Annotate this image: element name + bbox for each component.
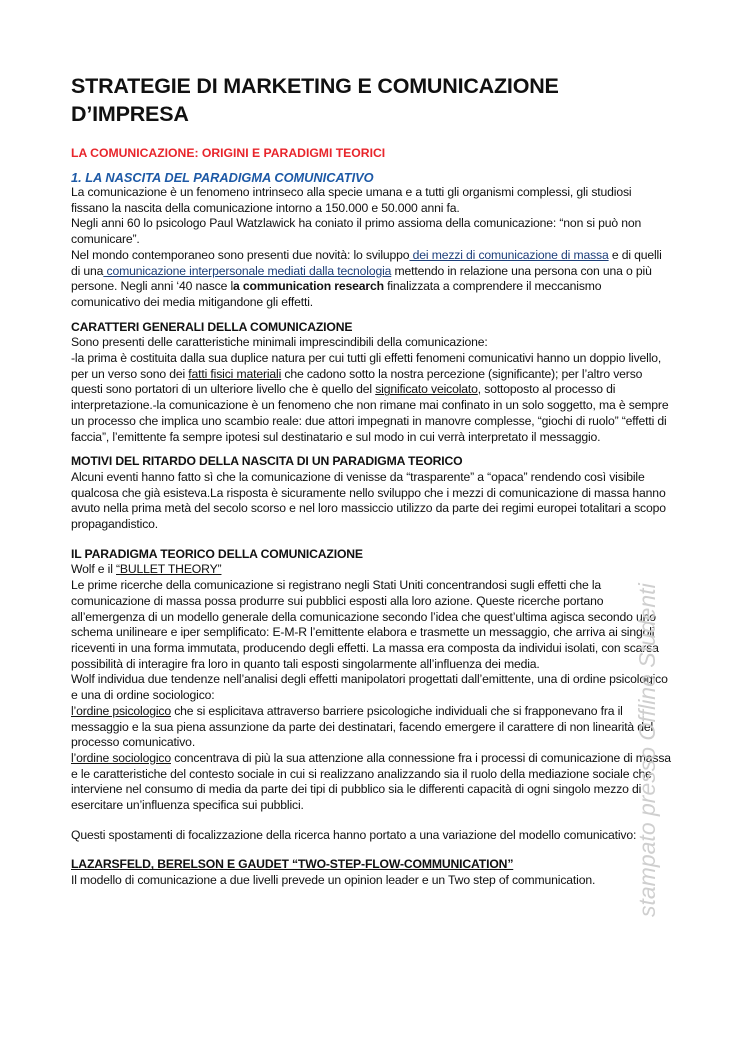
section-1-paragraph-3: Nel mondo contemporaneo sono presenti due novità: lo sviluppo dei mezzi di comunicazione di massa e di quelli di una comunicazione interpersonale mediati dalla tecnologia mettendo in relazione una persona con una o più persone. Negli anni ‘40 nasce la communication research finalizzata a comprendere il meccanismo comunicativo dei media mitigandone gli effetti. (71, 247, 662, 309)
section-5-heading: LAZARSFELD, BERELSON E GAUDET “TWO-STEP-FLOW-COMMUNICATION” (71, 857, 514, 872)
section-3-heading: MOTIVI DEL RITARDO DELLA NASCITA DI UN PARADIGMA TEORICO (71, 454, 463, 469)
section-2-paragraph-1: Sono presenti delle caratteristiche minimali imprescindibili della comunicazione: (71, 335, 488, 350)
section-4-paragraph-3: l’ordine psicologico che si esplicitava attraverso barriere psicologiche individuali che si frapponevano fra il messaggio e la sua piena assunzione da parte dei destinatari, facendo emergere il carattere di non linearità del processo comunicativo. (71, 703, 654, 750)
section-2-heading: CARATTERI GENERALI DELLA COMUNICAZIONE (71, 319, 353, 334)
section-2-paragraph-2: -la prima è costituita dalla sua duplice natura per cui tutti gli effetti fenomeni comunicativi hanno un doppio livello, per un verso sono dei fatti fisici materiali che cadono sotto la nostra percezione (significante); per l’altro verso questi sono portatori di un ulteriore livello che è quello del significato veicolato, sottoposto al processo di interpretazione.-la comunicazione è un fenomeno che non rimane mai confinato in un solo soggetto, ma è sempre un processo che implica uno scambio reale: due attori impegnati in manovre complesse, “giochi di ruolo” “effetti di faccia”, l’emittente fa sempre ipotesi sul destinatario e sul modo in cui verrà interpretato il messaggio. (71, 351, 669, 444)
document-page (71, 72, 671, 889)
section-1-paragraph-1: La comunicazione è un fenomeno intrinseco alla specie umana e a tutti gli organismi complessi, gli studiosi fissano la nascita della comunicazione intorno a 150.000 e 50.000 anni fa. (71, 185, 632, 215)
watermark-text: stampato presso Offline Studenti (634, 583, 660, 917)
section-4-heading: IL PARADIGMA TEORICO DELLA COMUNICAZIONE (71, 546, 363, 561)
document-title: STRATEGIE DI MARKETING E COMUNICAZIONE D’IMPRESA (71, 74, 559, 126)
section-5-paragraph-1: Il modello di comunicazione a due livelli prevede un opinion leader e un Two step of communication. (71, 873, 596, 888)
section-1-paragraph-2: Negli anni 60 lo psicologo Paul Watzlawick ha coniato il primo assioma della comunicazione: “non si può non comunicare”. (71, 216, 642, 247)
section-3-paragraph-1: Alcuni eventi hanno fatto sì che la comunicazione di venisse da “trasparente” a “opaca” rendendo così visibile qualcosa che già esisteva.La risposta è sicuramente nello sviluppo che i mezzi di comunicazione di massa hanno avuto nella prima metà del secolo scorso e nel loro massiccio utilizzo da parte dei regimi europei totalitari a scopo propagandistico. (71, 469, 666, 532)
section-1-heading: 1. LA NASCITA DEL PARADIGMA COMUNICATIVO (71, 170, 374, 185)
section-4-paragraph-5: Questi spostamenti di focalizzazione della ricerca hanno portato a una variazione del modello comunicativo: (71, 827, 637, 842)
section-heading-red: LA COMUNICAZIONE: ORIGINI E PARADIGMI TEORICI (71, 146, 386, 160)
section-4-paragraph-1: Le prime ricerche della comunicazione si registrano negli Stati Uniti concentrandosi sugli effetti che la comunicazione di massa possa produrre sui pubblici esposti alla loro azione. Queste ricerche portano all’emergenza di un modello generale della comunicazione secondo l’idea che quest’ultima agisca secondo uno schema unilineare e iper semplificato: E-M-R l’emittente elabora e trasmette un messaggio, che arriva ai singoli riceventi in una forma immutata, producendo degli effetti. La massa era composta da individui isolati, con scarsa possibilità di interagire fra loro in quanto tali esposti singolarmente all’influenza dei media. (71, 578, 659, 671)
section-4-paragraph-2: Wolf individua due tendenze nell’analisi degli effetti manipolatori progettati dall’emittente, una di ordine psicologico e una di ordine sociologico: (71, 672, 668, 703)
section-4-paragraph-4: l’ordine sociologico concentrava di più la sua attenzione alla connessione fra i processi di comunicazione di massa e le caratteristiche del contesto sociale in cui si realizzano analizzando sia il ruolo della mediazione sociale che interviene nel consumo di media da parte dei tipi di pubblico sia le differenti capacità di ogni singolo mezzo di esercitare un’influenza specifica sui pubblici. (71, 750, 671, 813)
bullet-theory-line: Wolf e il “BULLET THEORY” (71, 562, 222, 577)
